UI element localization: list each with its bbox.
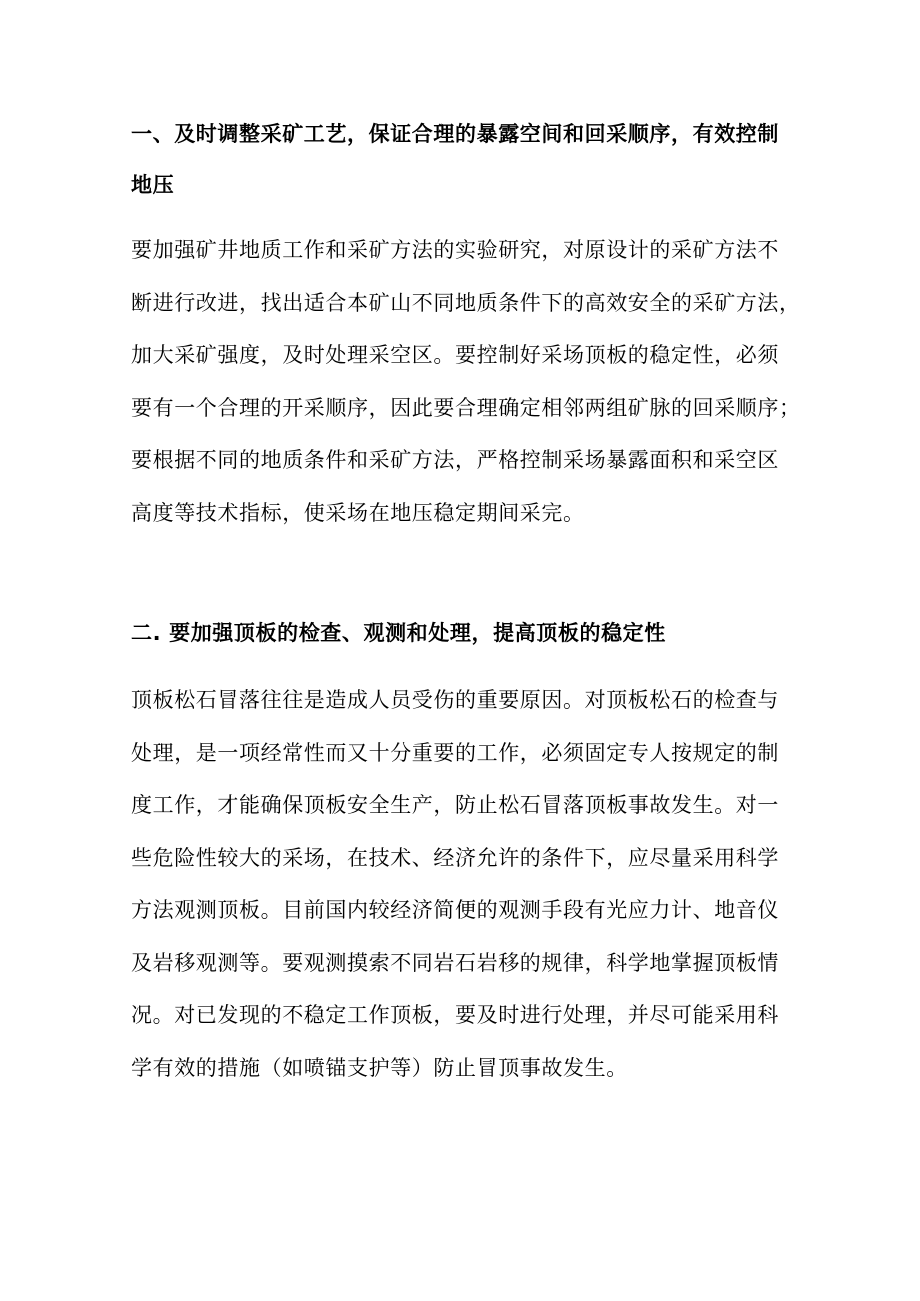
section-1-paragraph-line: 要根据不同的地质条件和采矿方法，严格控制采场暴露面积和采空区 [131, 448, 779, 472]
section-1-paragraph-line: 要有一个合理的开采顺序，因此要合理确定相邻两组矿脉的回采顺序； [131, 395, 801, 420]
section-1-paragraph-line: 要加强矿井地质工作和采矿方法的实验研究，对原设计的采矿方法不 [131, 238, 779, 262]
section-2-paragraph-line: 些危险性较大的采场，在技术、经济允许的条件下，应尽量采用科学 [131, 845, 779, 870]
section-2-paragraph-line: 况。对已发现的不稳定工作顶板，要及时进行处理，并尽可能采用科 [131, 1003, 779, 1027]
section-1-paragraph-line: 断进行改进，找出适合本矿山不同地质条件下的高效安全的采矿方法， [131, 290, 801, 315]
section-2-heading [131, 608, 801, 659]
section-2-paragraph-line: 及岩移观测等。要观测摸索不同岩石岩移的规律，科学地掌握顶板情 [131, 950, 779, 975]
section-2-paragraph-line: 度工作，才能确保顶板安全生产，防止松石冒落顶板事故发生。对一 [131, 793, 779, 817]
section-2-paragraph-line: 方法观测顶板。目前国内较经济简便的观测手段有光应力计、地音仪 [131, 898, 779, 922]
section-2-paragraph-line: 处理，是一项经常性而又十分重要的工作，必须固定专人按规定的制 [131, 740, 779, 765]
section-2-heading-line: 二. 要加强顶板的检查、观测和处理，提高顶板的稳定性 [131, 621, 666, 645]
section-2-paragraph-line: 顶板松石冒落往往是造成人员受伤的重要原因。对顶板松石的检查与 [131, 688, 779, 712]
section-1-heading-line: 一、及时调整采矿工艺，保证合理的暴露空间和回采顺序，有效控制 [131, 122, 779, 146]
section-1-paragraph [131, 224, 801, 539]
section-2-paragraph [131, 674, 801, 1094]
section-2-paragraph-line: 学有效的措施（如喷锚支护等）防止冒顶事故发生。 [131, 1055, 628, 1080]
section-1-paragraph-line: 加大采矿强度，及时处理采空区。要控制好采场顶板的稳定性，必须 [131, 343, 779, 367]
section-1-heading [131, 109, 801, 211]
section-1-heading-line: 地压 [131, 173, 175, 197]
section-1-paragraph-line: 高度等技术指标，使采场在地压稳定期间采完。 [131, 500, 585, 525]
